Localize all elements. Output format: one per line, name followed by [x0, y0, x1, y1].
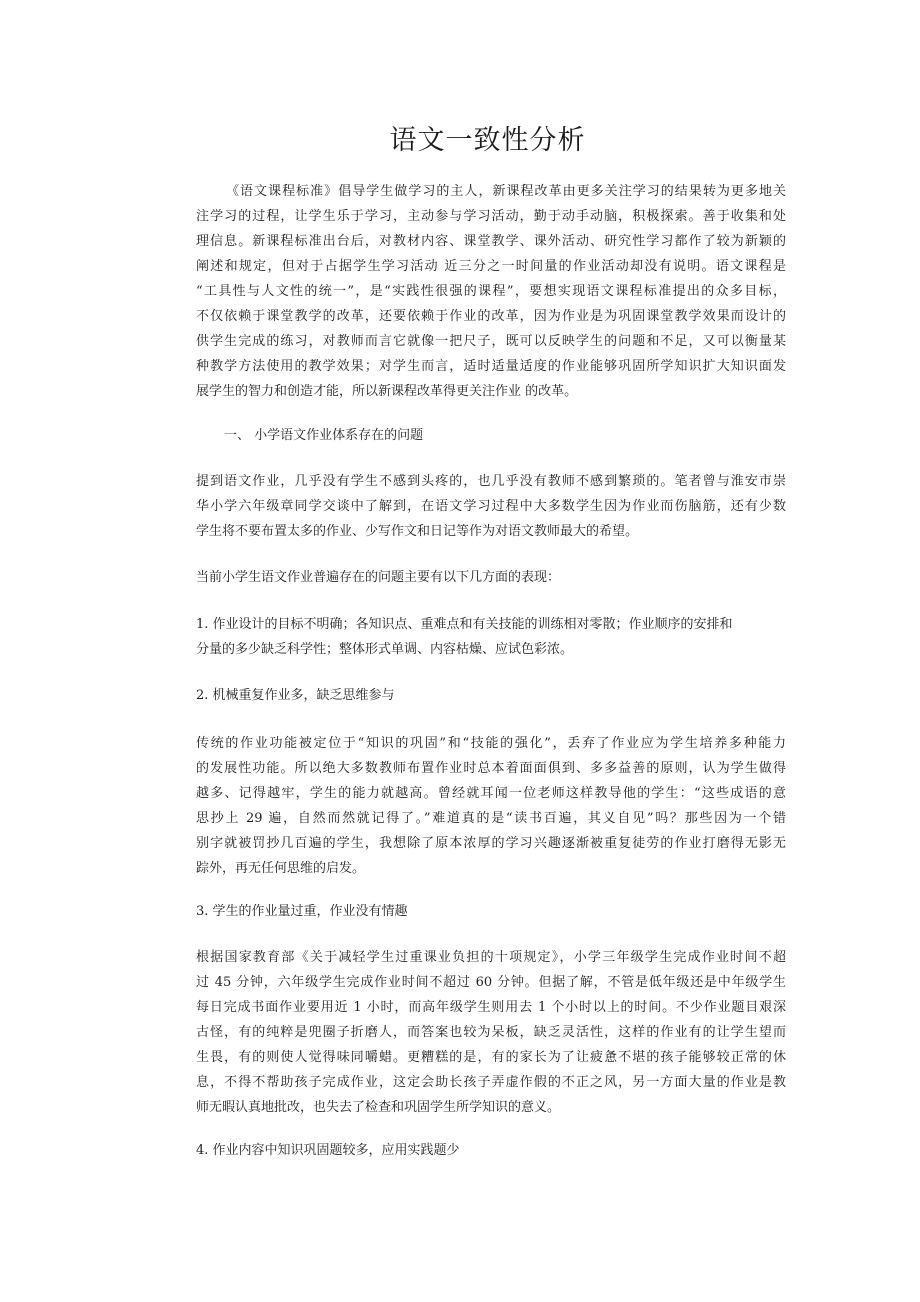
text-line: 1. 作业设计的目标不明确；各知识点、重难点和有关技能的训练相对零散；作业顺序的安排和 — [196, 617, 733, 632]
text-line: 当前小学生语文作业普遍存在的问题主要有以下几方面的表现： — [196, 570, 561, 585]
text-line: 传统的作业功能被定位于“知识的巩固”和“技能的强化”，丢弃了作业应为学生培养多种能力 — [196, 736, 786, 751]
text-line: 《语文课程标准》倡导学生做学习的主人，新课程改革由更多关注学习的结果转为更多地关 — [226, 184, 786, 199]
paragraph — [196, 565, 786, 590]
paragraph — [196, 469, 786, 544]
text-line: 踪外，再无任何思维的启发。 — [196, 861, 366, 876]
text-line: 的发展性功能。所以绝大多数教师布置作业时总本着面面俱到、多多益善的原则，认为学生做得 — [196, 761, 786, 776]
text-line: 种教学方法使用的教学效果；对学生而言，适时适量适度的作业能够巩固所学知识扩大知识面发 — [196, 359, 786, 374]
text-line: 别字就被罚抄几百遍的学生，我想除了原本浓厚的学习兴趣逐渐被重复徒劳的作业打磨得无影无 — [196, 836, 786, 851]
text-line: 提到语文作业，几乎没有学生不感到头疼的，也几乎没有教师不感到繁琐的。笔者曾与淮安市崇 — [196, 474, 786, 489]
list-item — [196, 612, 786, 662]
text-line: 每日完成书面作业要用近 1 小时，而高年级学生则用去 1 个小时以上的时间。不少作业题目艰深 — [196, 1000, 786, 1015]
text-line: 生畏，有的则使人觉得味同嚼蜡。更糟糕的是，有的家长为了让疲惫不堪的孩子能够较正常的休 — [196, 1050, 786, 1065]
text-line: 阐述和规定，但对于占据学生学习活动 近三分之一时间量的作业活动却没有说明。语文课程是 — [196, 259, 786, 274]
list-item-heading: 4. 作业内容中知识巩固题较多，应用实践题少 — [196, 1143, 460, 1158]
text-line: 过 45 分钟，六年级学生完成作业时间不超过 60 分钟。但据了解，不管是低年级还是中年级学生 — [196, 975, 786, 990]
paragraph — [196, 945, 786, 1120]
text-line: “工具性与人文性的统一”，是“实践性很强的课程”，要想实现语文课程标准提出的众多目标， — [196, 284, 786, 299]
text-line: 越多、记得越牢，学生的能力就越高。曾经就耳闻一位老师这样教导他的学生：“这些成语的意 — [196, 786, 786, 801]
text-line: 华小学六年级章同学交谈中了解到，在语文学习过程中大多数学生因为作业而伤脑筋，还有少数 — [196, 499, 786, 514]
paragraph — [196, 731, 786, 881]
text-line: 分量的多少缺乏科学性；整体形式单调、内容枯燥、应试色彩浓。 — [196, 642, 574, 657]
text-line: 学生将不要布置太多的作业、少写作文和日记等作为对语文教师最大的希望。 — [196, 524, 639, 539]
text-line: 息，不得不帮助孩子完成作业，这定会助长孩子弄虚作假的不正之风，另一方面大量的作业是教 — [196, 1075, 786, 1090]
text-line: 思抄上 29 遍，自然而然就记得了。”难道真的是“读书百遍，其义自见”吗？那些因为一个错 — [196, 811, 786, 826]
text-line: 师无暇认真地批改，也失去了检查和巩固学生所学知识的意义。 — [196, 1100, 561, 1115]
text-line: 古怪，有的纯粹是兜圈子折磨人，而答案也较为呆板，缺乏灵活性，这样的作业有的让学生望而 — [196, 1025, 786, 1040]
text-line: 供学生完成的练习，对教师而言它就像一把尺子，既可以反映学生的问题和不足，又可以衡量某 — [196, 334, 786, 349]
section-heading: 一、 小学语文作业体系存在的问题 — [224, 428, 424, 443]
intro-paragraph — [196, 179, 786, 404]
text-line: 注学习的过程，让学生乐于学习，主动参与学习活动，勤于动手动脑，积极探索。善于收集和处 — [196, 209, 786, 224]
list-item-heading: 2. 机械重复作业多，缺乏思维参与 — [196, 688, 395, 703]
text-line: 理信息。新课程标准出台后，对教材内容、课堂教学、课外活动、研究性学习都作了较为新颖的 — [196, 234, 786, 249]
list-item-heading: 3. 学生的作业量过重，作业没有情趣 — [196, 904, 408, 919]
text-line: 不仅依赖于课堂教学的改革，还要依赖于作业的改革，因为作业是为巩固课堂教学效果而设计的 — [196, 309, 786, 324]
text-line: 根据国家教育部《关于减轻学生过重课业负担的十项规定》，小学三年级学生完成作业时间不超 — [196, 950, 786, 965]
document-title: 语文一致性分析 — [389, 125, 586, 156]
text-line: 展学生的智力和创造才能，所以新课程改革得更关注作业 的改革。 — [196, 384, 578, 399]
